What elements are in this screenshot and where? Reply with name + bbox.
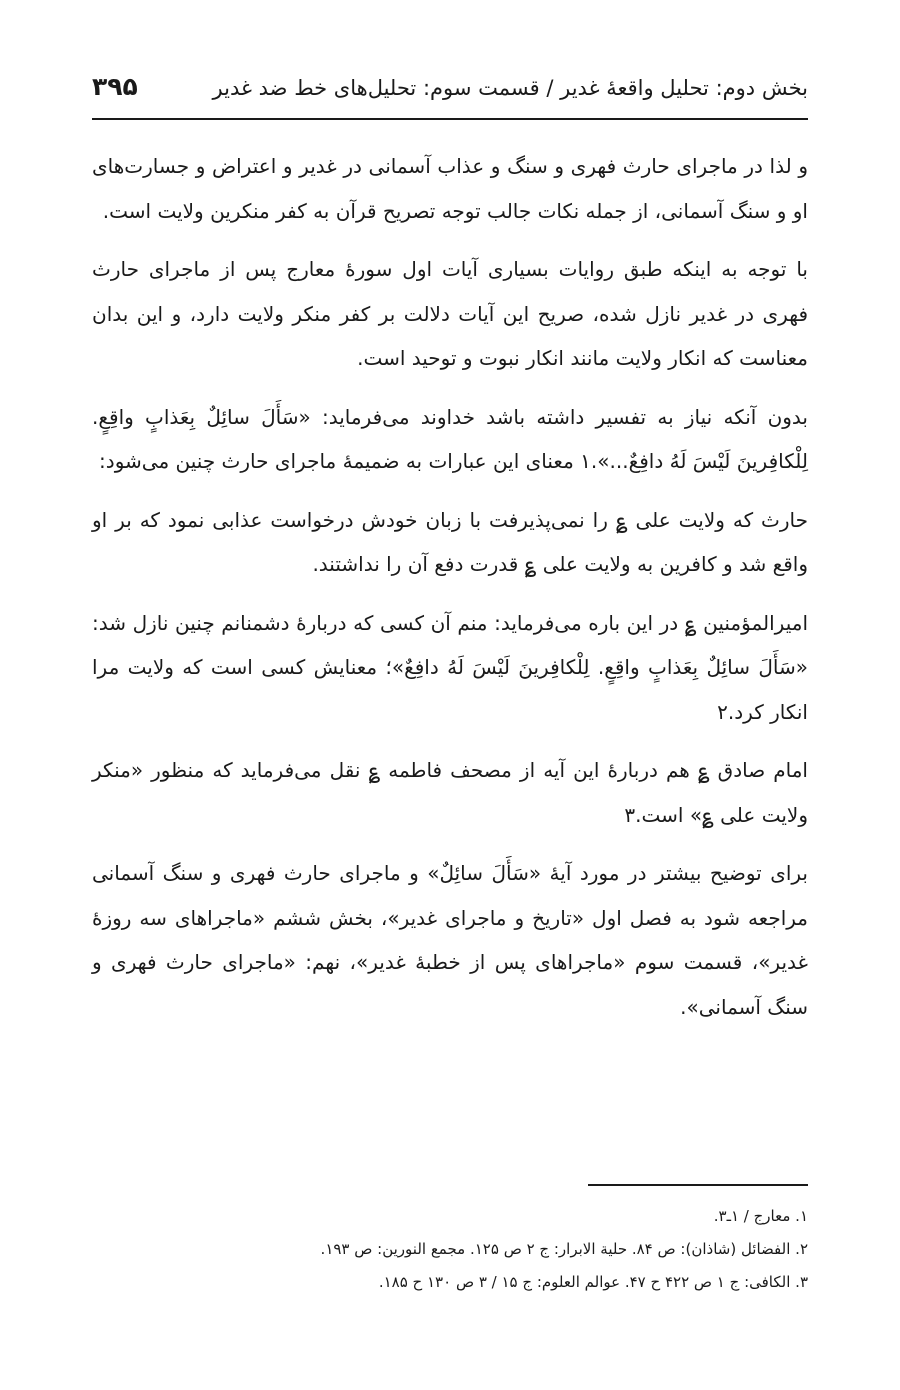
paragraph: بدون آنکه نیاز به تفسیر داشته باشد خداوند می‌فرماید: «سَأَلَ سائِلٌ بِعَذابٍ واقِعٍ. لِلْکافِرینَ لَیْسَ لَهُ دافِعٌ...».۱ معنای این عبارات به ضمیمۀ ماجرای حارث چنین می‌شود: [92, 404, 808, 473]
running-head [92, 70, 808, 114]
footnote-separator [588, 1184, 808, 1186]
page-number: ۳۹۵ [92, 72, 138, 101]
paragraph: و لذا در ماجرای حارث فهری و سنگ و عذاب آسمانی در غدیر و اعتراض و جسارت‌های او و سنگ آسمانی، از جمله نکات جالب توجه تصریح قرآن به کفر منکرین ولایت است. [92, 154, 808, 223]
footnote: ۳. الکافی: ج ۱ ص ۴۲۲ ح ۴۷. عوالم العلوم: ج ۱۵ / ۳ ص ۱۳۰ ح ۱۸۵. [378, 1273, 808, 1291]
running-head-title: بخش دوم: تحلیل واقعۀ غدیر / قسمت سوم: تحلیل‌های خط ضد غدیر [212, 76, 808, 100]
footnotes [92, 1200, 808, 1299]
footnote: ۱. معارج / ۱ـ۳. [713, 1207, 808, 1225]
paragraph: امیرالمؤمنین ؏ در این باره می‌فرماید: منم آن کسی که دربارۀ دشمنانم چنین نازل شد: «سَأَلَ سائِلٌ بِعَذابٍ واقِعٍ. لِلْکافِرینَ لَیْسَ لَهُ دافِعٌ»؛ معنایش کسی است که ولایت مرا انکار کرد.۲ [92, 610, 808, 724]
header-rule [92, 118, 808, 120]
paragraph: حارث که ولایت علی ؏ را نمی‌پذیرفت با زبان خودش درخواست عذابی نمود که بر او واقع شد و کافرین به ولایت علی ؏ قدرت دفع آن را نداشتند. [92, 507, 808, 576]
footnote: ۲. الفضائل (شاذان): ص ۸۴. حلیة الابرار: ج ۲ ص ۱۲۵. مجمع النورین: ص ۱۹۳. [320, 1240, 808, 1258]
paragraph: با توجه به اینکه طبق روایات بسیاری آیات اول سورۀ معارج پس از ماجرای حارث فهری در غدیر نازل شده، صریح این آیات دلالت بر کفر منکر ولایت دارد، و این بدان معناست که انکار ولایت مانند انکار نبوت و توحید است. [92, 257, 808, 370]
body-text [92, 144, 808, 1043]
paragraph: برای توضیح بیشتر در مورد آیۀ «سَأَلَ سائِلٌ» و ماجرای حارث فهری و سنگ آسمانی مراجعه شود به فصل اول «تاریخ و ماجرای غدیر»، بخش ششم «ماجراهای سه روزۀ غدیر»، قسمت سوم «ماجراهای پس از خطبۀ غدیر»، نهم: «ماجرای حارث فهری و سنگ آسمانی». [92, 861, 808, 1019]
paragraph: امام صادق ؏ هم دربارۀ این آیه از مصحف فاطمه ؏ نقل می‌فرماید که منظور «منکر ولایت علی ؏» است.۳ [92, 758, 808, 827]
